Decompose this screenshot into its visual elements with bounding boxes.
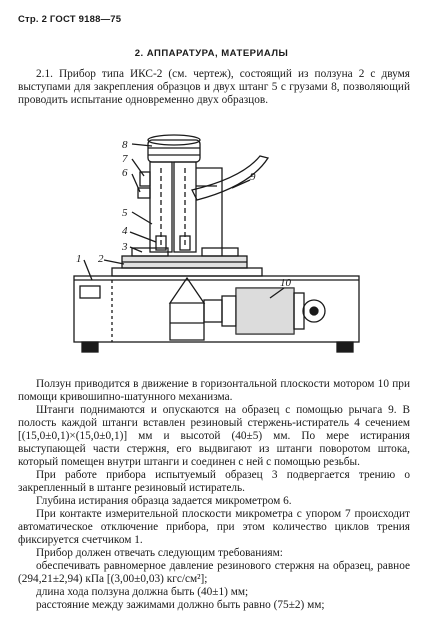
- paragraph-contact: При контакте измерительной плоскости микрометра с упором 7 происходит автоматическое отключение прибора, при этом количество циклов трения фиксируется счетчиком 1.: [18, 508, 410, 546]
- page-header: Стр. 2 ГОСТ 9188—75: [18, 14, 122, 25]
- callout-4: 4: [122, 225, 128, 237]
- rod-right: [174, 162, 196, 252]
- callout-8: 8: [122, 139, 128, 151]
- callout-1: 1: [76, 253, 82, 265]
- foot-right: [337, 342, 353, 352]
- paragraph-pressure: обеспечивать равномерное давление резинового стержня на образец, равное (294,21±2,94) кПа [(3,00±0,03) кгс/см²];: [18, 560, 410, 585]
- callout-9: 9: [250, 171, 256, 183]
- callout-10: 10: [280, 277, 291, 289]
- paragraph-slider: Ползун приводится в движение в горизонтальной плоскости мотором 10 при помощи кривошипно-шатунного механизма.: [18, 378, 410, 403]
- foot-left: [82, 342, 98, 352]
- paragraph-sample: При работе прибора испытуемый образец 3 подвергается трению о закрепленный в штанге резиновый истиратель.: [18, 469, 410, 494]
- callout-3: 3: [122, 241, 128, 253]
- callout-7: 7: [122, 153, 128, 165]
- lever: [192, 156, 268, 200]
- callout-5: 5: [122, 207, 128, 219]
- rod-left: [150, 162, 172, 252]
- device-drawing-svg: [52, 128, 392, 360]
- device-drawing: [52, 128, 392, 360]
- paragraph-requirements: Прибор должен отвечать следующим требованиям:: [36, 547, 283, 559]
- paragraph-stroke: длина хода ползуна должна быть (40±1) мм;: [36, 586, 249, 598]
- paragraph-depth: Глубина истирания образца задается микрометром 6.: [36, 495, 292, 507]
- paragraph-2-1: 2.1. Прибор типа ИКС-2 (см. чертеж), состоящий из ползуна 2 с двумя выступами для закрепления образцов и двух штанг 5 с грузами 8, позволяющий проводить испытание одновременно двух образцов.: [18, 68, 410, 106]
- callout-6: 6: [122, 167, 128, 179]
- paragraph-rods: Штанги поднимаются и опускаются на образец с помощью рычага 9. В полость каждой штанги вставлен резиновый стержень-истиратель 4 сечением [(15,0±0,1)×(15,0±0,1)] мм и высотой (40±5) мм. По мере истирания выступающей части стержня, его выдвигают из штанги поворотом штока, который помещен внутри штанги и соединен с ней с помощью резьбы.: [18, 404, 410, 468]
- paragraph-distance: расстояние между зажимами должно быть равно (75±2) мм;: [36, 599, 325, 611]
- section-title: 2. АППАРАТУРА, МАТЕРИАЛЫ: [134, 48, 289, 59]
- callout-2: 2: [98, 253, 104, 265]
